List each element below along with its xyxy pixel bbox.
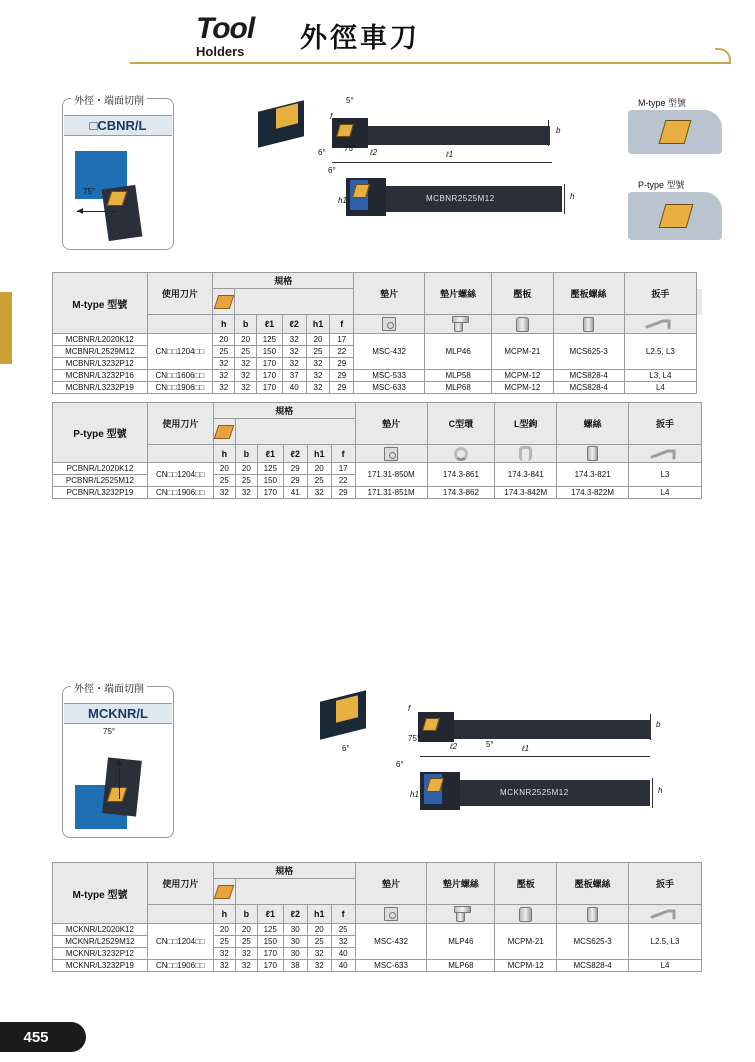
dim-line-l1-bottom	[420, 756, 650, 757]
cell-f: 32	[331, 936, 355, 948]
diagram-code-cbnr: □CBNR/L	[64, 115, 172, 136]
cell-l-hook: 174.3-842M	[495, 487, 557, 499]
icon-cell-shim-screw	[427, 905, 495, 924]
tool-shank-top-b	[440, 720, 650, 739]
th-c-ring: C型環	[427, 403, 495, 445]
label-75deg-bottom: 75°	[408, 734, 421, 743]
th-b: b	[235, 445, 257, 463]
cell-l2: 41	[283, 487, 307, 499]
label-6deg-top: 6°	[318, 148, 326, 157]
cell-l1: 170	[257, 948, 283, 960]
label-h1-side-b: h1	[410, 790, 419, 799]
cell-shim-screw: MLP68	[425, 382, 492, 394]
dim-line-h-side-b	[652, 778, 653, 808]
cell-code: MCBNR/L3232P19	[53, 382, 148, 394]
cell-l2: 32	[282, 346, 306, 358]
icon-cell-clamp-screw	[553, 315, 624, 334]
label-5deg-bottom: 5°	[486, 740, 494, 749]
label-f-bottom: f	[408, 704, 411, 713]
th-l2: ℓ2	[283, 445, 307, 463]
cell-c-ring: 174.3-862	[427, 487, 495, 499]
th-b: b	[235, 315, 257, 334]
axis-arrow-b	[116, 759, 122, 765]
cell-l1: 150	[257, 936, 283, 948]
th-f: f	[330, 315, 354, 334]
table-subheader-row	[53, 905, 702, 924]
screw-icon	[456, 906, 465, 922]
cell-h: 20	[213, 463, 235, 475]
cell-h: 32	[213, 487, 235, 499]
th-clamp-screw: 壓板螺絲	[557, 863, 629, 905]
cell-wrench: L2.5, L3	[629, 924, 702, 960]
cell-shim-screw: MLP58	[425, 370, 492, 382]
header-rule	[130, 62, 730, 64]
cell-shim-screw: MLP46	[427, 924, 495, 960]
insert-icon	[213, 295, 234, 309]
cell-l2: 30	[283, 924, 307, 936]
cell-f: 40	[331, 960, 355, 972]
cell-clamp-screw: MCS828-4	[557, 960, 629, 972]
axis-line-b	[119, 761, 120, 799]
icon-cell-insert2	[147, 315, 213, 334]
dim-line-b-bottom	[650, 714, 651, 740]
th-clamp: 壓板	[492, 273, 553, 315]
icon-cell-shim	[355, 905, 427, 924]
cell-b: 32	[235, 487, 257, 499]
cell-insert: CN□□1204□□	[147, 463, 213, 487]
cell-b: 25	[235, 346, 257, 358]
th-spec: 規格	[213, 863, 355, 879]
cell-b: 32	[235, 370, 257, 382]
cell-h: 32	[213, 948, 235, 960]
cell-h1: 20	[307, 924, 331, 936]
th-shim: 墊片	[354, 273, 425, 315]
cell-l1: 170	[257, 382, 283, 394]
cell-code: PCBNR/L3232P19	[53, 487, 148, 499]
cell-shim-screw: MLP46	[425, 334, 492, 370]
cell-h1: 32	[307, 948, 331, 960]
part-label-bottom: MCKNR2525M12	[500, 788, 569, 797]
cell-l2: 32	[282, 334, 306, 346]
icon-cell-insert	[213, 879, 235, 905]
th-wrench: 扳手	[624, 273, 696, 315]
th-screw: 螺絲	[557, 403, 629, 445]
thumb-m-type-label: M-type 型號	[638, 98, 687, 108]
cell-insert: CN□□1204□□	[147, 334, 213, 370]
th-h1: h1	[307, 905, 331, 924]
cell-b: 20	[235, 924, 257, 936]
th-l1: ℓ1	[257, 905, 283, 924]
cell-h: 32	[213, 370, 235, 382]
cell-l1: 170	[257, 487, 283, 499]
cell-wrench: L4	[624, 382, 696, 394]
angle-label-75-b: 75°	[103, 727, 116, 736]
page-title: 外徑車刀	[300, 23, 420, 53]
cell-h: 32	[213, 382, 235, 394]
cell-clamp: MCPM-21	[495, 924, 557, 960]
c-ring-icon	[454, 447, 468, 461]
cell-b: 25	[235, 936, 257, 948]
cell-insert: CN□□1204□□	[147, 924, 213, 960]
page-number-text: 455	[23, 1028, 49, 1046]
cell-h1: 32	[307, 960, 331, 972]
table-row	[53, 463, 702, 475]
table-row	[53, 960, 702, 972]
cell-f: 17	[330, 334, 354, 346]
cell-code: MCKNR/L3232P12	[53, 948, 148, 960]
cell-code: MCKNR/L2020K12	[53, 924, 148, 936]
table-subheader-row	[53, 315, 702, 334]
icon-cell-wrench	[629, 905, 702, 924]
icon-cell-screw	[557, 445, 629, 463]
label-h-side-b: h	[658, 786, 663, 795]
th-shim: 墊片	[355, 863, 427, 905]
cell-f: 40	[331, 948, 355, 960]
th-clamp: 壓板	[495, 863, 557, 905]
label-b-top: b	[556, 126, 561, 135]
cell-shim-screw: MLP68	[427, 960, 495, 972]
cell-l2: 38	[283, 960, 307, 972]
cell-clamp: MCPM-12	[492, 382, 553, 394]
cell-l1: 125	[257, 463, 283, 475]
axis-line	[77, 211, 117, 212]
th-insert: 使用刀片	[147, 273, 213, 315]
th-f: f	[331, 445, 355, 463]
table-header-row	[53, 863, 702, 879]
cell-shim: MSC-633	[355, 960, 427, 972]
cell-wrench: L2.5, L3	[624, 334, 696, 370]
part-label-top: MCBNR2525M12	[426, 194, 495, 203]
cell-h1: 20	[306, 334, 330, 346]
page-number	[0, 1022, 86, 1052]
icon-cell-shim	[355, 445, 427, 463]
cell-l1: 125	[257, 334, 283, 346]
cell-f: 29	[330, 370, 354, 382]
illustration-top	[240, 92, 660, 252]
cell-clamp-screw: MCS625-3	[553, 334, 624, 370]
table-row	[53, 487, 702, 499]
th-wrench: 扳手	[629, 403, 702, 445]
th-shim-screw: 墊片螺絲	[425, 273, 492, 315]
th-type-label: P-type 型號	[53, 403, 148, 463]
cell-h1: 32	[306, 382, 330, 394]
cell-h: 20	[213, 924, 235, 936]
clamp-icon	[519, 907, 532, 922]
cell-h1: 25	[306, 346, 330, 358]
cell-l1: 125	[257, 924, 283, 936]
th-l2: ℓ2	[283, 905, 307, 924]
page-header	[0, 0, 755, 72]
insert-icon	[214, 425, 235, 439]
cell-code: MCBNR/L2020K12	[53, 334, 148, 346]
cell-shim: MSC-432	[354, 334, 425, 370]
cell-shim: MSC-432	[355, 924, 427, 960]
l-hook-icon	[519, 446, 532, 461]
cell-code: MCKNR/L2529M12	[53, 936, 148, 948]
icon-cell-insert2	[147, 905, 213, 924]
cell-insert: CN□□1906□□	[147, 382, 213, 394]
diagram-box-cbnr	[62, 98, 174, 250]
cell-wrench: L3	[629, 463, 702, 487]
cell-f: 22	[331, 475, 355, 487]
cell-l2: 30	[283, 948, 307, 960]
cell-code: MCKNR/L3232P19	[53, 960, 148, 972]
label-f-top: f	[330, 112, 333, 121]
cell-l1: 150	[257, 346, 283, 358]
th-shim-screw: 墊片螺絲	[427, 863, 495, 905]
diagram-caption-cbnr: 外徑・端面切削	[71, 92, 147, 107]
cell-h1: 32	[306, 358, 330, 370]
dim-line-b-top	[548, 120, 549, 146]
table-row	[53, 382, 702, 394]
wrench-icon	[645, 318, 675, 330]
cell-code: PCBNR/L2020K12	[53, 463, 148, 475]
screw-icon	[587, 446, 598, 461]
dim-line-l1-top	[332, 162, 552, 163]
cell-shim: MSC-533	[354, 370, 425, 382]
cell-f: 29	[330, 358, 354, 370]
cell-wrench: L3, L4	[624, 370, 696, 382]
cell-insert: CN□□1906□□	[147, 487, 213, 499]
th-clamp-screw: 壓板螺絲	[553, 273, 624, 315]
wrench-icon	[650, 908, 680, 920]
icon-cell-spacer	[235, 289, 354, 315]
cell-h: 20	[213, 334, 235, 346]
thumb-p-type	[620, 178, 730, 244]
table-p-type-top	[52, 402, 702, 499]
icon-cell-shim	[354, 315, 425, 334]
diagram-box-mcknr	[62, 686, 174, 838]
th-wrench: 扳手	[629, 863, 702, 905]
illustration-bottom	[300, 684, 700, 834]
icon-cell-shim-screw	[425, 315, 492, 334]
table-row	[53, 924, 702, 936]
cell-insert: CN□□1606□□	[147, 370, 213, 382]
th-l2: ℓ2	[282, 315, 306, 334]
cell-h1: 25	[307, 475, 331, 487]
cell-f: 25	[331, 924, 355, 936]
label-6deg-side: 6°	[328, 166, 336, 175]
cell-wrench: L4	[629, 487, 702, 499]
icon-cell-lhook	[495, 445, 557, 463]
cell-f: 22	[330, 346, 354, 358]
th-insert: 使用刀片	[147, 403, 213, 445]
icon-cell-wrench	[629, 445, 702, 463]
cell-code: MCBNR/L3232P16	[53, 370, 148, 382]
th-l-hook: L型鉤	[495, 403, 557, 445]
icon-cell-clamp	[495, 905, 557, 924]
th-l1: ℓ1	[257, 445, 283, 463]
dim-line-h-side	[564, 184, 565, 214]
cell-b: 25	[235, 475, 257, 487]
cell-clamp-screw: MCS828-4	[553, 370, 624, 382]
brand-holders-word: Holders	[196, 44, 245, 59]
th-shim: 墊片	[355, 403, 427, 445]
thumb-p-type-label: P-type 型號	[638, 180, 685, 190]
cell-screw: 174.3-821	[557, 463, 629, 487]
cell-b: 32	[235, 960, 257, 972]
th-spec: 規格	[213, 273, 354, 289]
cell-l2: 32	[282, 358, 306, 370]
cell-b: 32	[235, 382, 257, 394]
icon-cell-insert	[213, 419, 235, 445]
clamp-icon	[516, 317, 529, 332]
cell-l2: 29	[283, 475, 307, 487]
label-l1-bottom: ℓ1	[522, 744, 530, 753]
shim-icon	[384, 907, 398, 921]
shim-icon	[384, 447, 398, 461]
th-h: h	[213, 905, 235, 924]
th-h: h	[213, 315, 235, 334]
label-6deg-side-b: 6°	[396, 760, 404, 769]
tool-shank-top	[350, 126, 550, 145]
cell-l1: 170	[257, 358, 283, 370]
icon-cell-insert	[213, 289, 235, 315]
cell-b: 32	[235, 948, 257, 960]
cell-f: 29	[331, 487, 355, 499]
label-l1-top: ℓ1	[446, 150, 454, 159]
cell-screw: 174.3-822M	[557, 487, 629, 499]
label-l2-bottom: ℓ2	[450, 742, 458, 751]
label-75deg-top: 75°	[344, 144, 357, 153]
cell-shim: 171.31-850M	[355, 463, 427, 487]
cell-c-ring: 174.3-861	[427, 463, 495, 487]
table-m-type-bottom	[52, 862, 702, 972]
th-h: h	[213, 445, 235, 463]
cell-l2: 30	[283, 936, 307, 948]
th-h1: h1	[307, 445, 331, 463]
cell-wrench: L4	[629, 960, 702, 972]
cell-f: 17	[331, 463, 355, 475]
cell-clamp: MCPM-12	[495, 960, 557, 972]
cell-h: 32	[213, 960, 235, 972]
cell-code: PCBNR/L2525M12	[53, 475, 148, 487]
cell-code: MCBNR/L2529M12	[53, 346, 148, 358]
icon-cell-spacer2	[697, 289, 702, 315]
th-b: b	[235, 905, 257, 924]
label-6deg-bottom: 6°	[342, 744, 350, 753]
angle-label-75: 75°	[83, 187, 96, 196]
diagram-caption-mcknr: 外徑・端面切削	[71, 680, 147, 695]
th-l1: ℓ1	[257, 315, 283, 334]
insert-icon	[214, 885, 235, 899]
th-insert: 使用刀片	[147, 863, 213, 905]
cell-clamp-screw: MCS828-4	[553, 382, 624, 394]
cell-l1: 170	[257, 370, 283, 382]
cell-l2: 40	[282, 382, 306, 394]
th-spec: 規格	[213, 403, 355, 419]
cell-clamp: MCPM-12	[492, 370, 553, 382]
thumb-m-type	[620, 96, 730, 158]
label-5deg-top: 5°	[346, 96, 354, 105]
cell-clamp: MCPM-21	[492, 334, 553, 370]
cell-f: 29	[330, 382, 354, 394]
cell-h1: 32	[306, 370, 330, 382]
cell-l1: 170	[257, 960, 283, 972]
table-header-row	[53, 403, 702, 419]
clamp-screw-icon	[583, 317, 594, 332]
th-h1: h1	[306, 315, 330, 334]
label-h1-side: h1	[338, 196, 347, 205]
icon-cell-insert2	[147, 445, 213, 463]
diagram-code-mcknr: MCKNR/L	[64, 703, 172, 724]
axis-arrow	[77, 208, 83, 214]
icon-cell-clamp	[492, 315, 553, 334]
cell-h1: 32	[307, 487, 331, 499]
cell-b: 32	[235, 358, 257, 370]
cell-b: 20	[235, 463, 257, 475]
cell-shim: 171.31-851M	[355, 487, 427, 499]
table-row	[53, 370, 702, 382]
table-subheader-row	[53, 445, 702, 463]
cell-h: 25	[213, 475, 235, 487]
cell-l-hook: 174.3-841	[495, 463, 557, 487]
cell-code: MCBNR/L3232P12	[53, 358, 148, 370]
table-header-row	[53, 273, 702, 289]
screw-icon	[454, 316, 463, 332]
cell-insert: CN□□1906□□	[147, 960, 213, 972]
side-tab-marker	[0, 292, 12, 364]
cell-h: 25	[213, 346, 235, 358]
shim-icon	[382, 317, 396, 331]
brand-tool-word: Tool	[196, 12, 255, 45]
cell-b: 20	[235, 334, 257, 346]
label-l2-top: ℓ2	[370, 148, 378, 157]
label-h-side: h	[570, 192, 575, 201]
table-m-type-top	[52, 272, 702, 394]
cell-h1: 25	[307, 936, 331, 948]
table-row	[53, 334, 702, 346]
cell-h: 25	[213, 936, 235, 948]
cell-l2: 29	[283, 463, 307, 475]
cell-h1: 20	[307, 463, 331, 475]
th-type-label: M-type 型號	[53, 863, 148, 924]
icon-cell-clamp-screw	[557, 905, 629, 924]
clamp-screw-icon	[587, 907, 598, 922]
wrench-icon	[650, 448, 680, 460]
label-b-bottom: b	[656, 720, 661, 729]
cell-shim: MSC-633	[354, 382, 425, 394]
cell-l1: 150	[257, 475, 283, 487]
th-f: f	[331, 905, 355, 924]
cell-h: 32	[213, 358, 235, 370]
cell-l2: 37	[282, 370, 306, 382]
th-type-label: M-type 型號	[53, 273, 148, 334]
icon-cell-wrench	[624, 315, 696, 334]
icon-cell-cring	[427, 445, 495, 463]
cell-clamp-screw: MCS625-3	[557, 924, 629, 960]
